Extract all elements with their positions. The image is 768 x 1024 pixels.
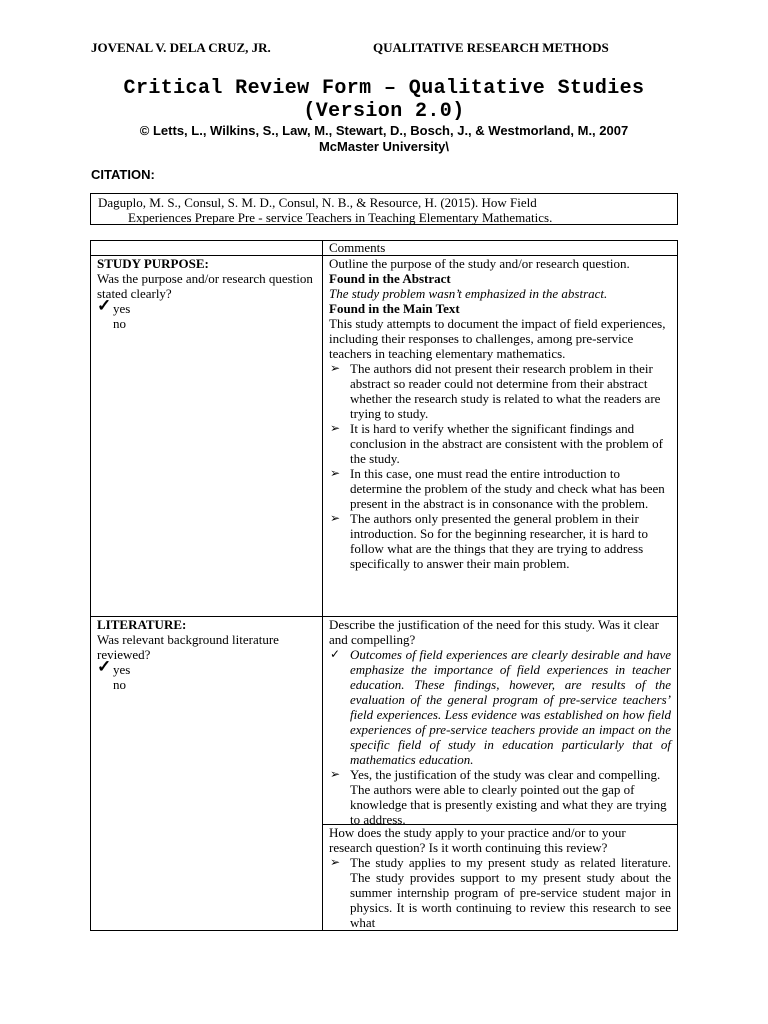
arrow-bullet-icon: ➢ (330, 361, 341, 375)
literature-prompt: Describe the justification of the need for this study. Was it clear and compelling? (329, 617, 659, 647)
purpose-prompt: Outline the purpose of the study and/or research question. (329, 256, 630, 271)
table-border-left (90, 240, 91, 931)
purpose-bullet-list (329, 361, 671, 571)
study-purpose-comments (329, 256, 671, 571)
credit (60, 123, 708, 155)
check-bullet-icon: ✓ (330, 647, 341, 661)
credit-line-1: © Letts, L., Wilkins, S., Law, M., Stewart, D., Bosch, J., & Westmorland, M., 2007 (139, 123, 629, 138)
option-no-label: no (113, 316, 126, 331)
arrow-bullet-icon: ➢ (330, 511, 341, 525)
table-border-bottom (90, 930, 678, 931)
header-author: JOVENAL V. DELA CRUZ, JR. (91, 40, 271, 55)
comments-header: Comments (329, 240, 386, 255)
list-item: ➢ The authors only presented the general problem in their introduction. So for the beginning researcher, it is hard to follow what are the things that they are trying to address specifically to answer their main problem. (330, 511, 649, 571)
list-item: ➢ It is hard to verify whether the significant findings and conclusion in the abstract are consistent with the problem of the study. (330, 421, 663, 466)
application-prompt: How does the study apply to your practice and/or to your research question? Is it worth continuing this review? (329, 825, 626, 855)
title-line-2: (Version 2.0) (303, 100, 465, 123)
list-item: ➢ The study applies to my present study as related literature. The study provides support to my present study about the summer internship program of pre-service student major in physics. It is worth continuing to review this research to see what (330, 855, 671, 930)
arrow-bullet-icon: ➢ (330, 855, 341, 869)
option-yes-label: yes (113, 301, 131, 316)
arrow-bullet-icon: ➢ (330, 466, 341, 480)
application-bullet-list (329, 855, 671, 930)
literature-comments (329, 617, 671, 827)
literature-bullet-list (329, 647, 671, 827)
option-no-label: no (113, 677, 126, 692)
abstract-text: The study problem wasn’t emphasized in the abstract. (329, 286, 608, 301)
arrow-bullet-icon: ➢ (330, 767, 341, 781)
table-column-divider (322, 240, 323, 931)
table-border-right (677, 240, 678, 931)
list-item: ➢ In this case, one must read the entire introduction to determine the problem of the study and check what has been present in the abstract is in consonance with the problem. (330, 466, 665, 511)
abstract-heading: Found in the Abstract (329, 271, 451, 286)
option-yes (97, 296, 317, 316)
title-line-1: Critical Review Form – Qualitative Studies (123, 77, 645, 100)
review-table (90, 240, 678, 931)
option-no (97, 677, 317, 692)
literature-heading: LITERATURE: (97, 617, 187, 632)
citation-line-2: Experiences Prepare Pre - service Teachers in Teaching Elementary Mathematics. (128, 210, 553, 225)
literature-cell (97, 617, 317, 692)
option-yes-label: yes (113, 662, 131, 677)
citation-label: CITATION: (91, 167, 155, 182)
list-item: ➢ The authors did not present their research problem in their abstract so reader could not determine from their abstract whether the research study is related to what the readers are trying to study. (330, 361, 661, 421)
literature-question: Was relevant background literature reviewed? (97, 632, 279, 662)
study-purpose-cell (97, 256, 317, 331)
main-text: This study attempts to document the impact of field experiences, including their responses to challenges, among pre-service teachers in teaching elementary mathematics. (329, 316, 666, 361)
option-no (97, 316, 317, 331)
option-yes (97, 657, 317, 677)
list-item: ✓ Outcomes of field experiences are clearly desirable and have emphasize the importance of field experiences in teacher education. These findings, however, are results of the evaluation of the general program of pre-service teachers’ field experiences. Less evidence was established on how field experiences of pre-service teachers provide an impact on the specific field of study in education particularly that of mathematics education. (330, 647, 671, 767)
check-icon: ✓ (97, 296, 112, 315)
header-course: QUALITATIVE RESEARCH METHODS (373, 40, 609, 55)
literature-application-comments (329, 825, 671, 930)
main-text-heading: Found in the Main Text (329, 301, 460, 316)
credit-line-2: McMaster University\ (318, 139, 450, 154)
check-icon: ✓ (97, 657, 112, 676)
citation-box (90, 193, 678, 225)
study-purpose-question: Was the purpose and/or research question stated clearly? (97, 271, 313, 301)
page-title (60, 77, 708, 123)
arrow-bullet-icon: ➢ (330, 421, 341, 435)
citation-line-1: Daguplo, M. S., Consul, S. M. D., Consul, N. B., & Resource, H. (2015). How Field (98, 195, 537, 210)
list-item: ➢ Yes, the justification of the study was clear and compelling. The authors were able to clearly pointed out the gap of knowledge that is presently existing and what they are trying to address. (330, 767, 667, 827)
study-purpose-heading: STUDY PURPOSE: (97, 256, 209, 271)
